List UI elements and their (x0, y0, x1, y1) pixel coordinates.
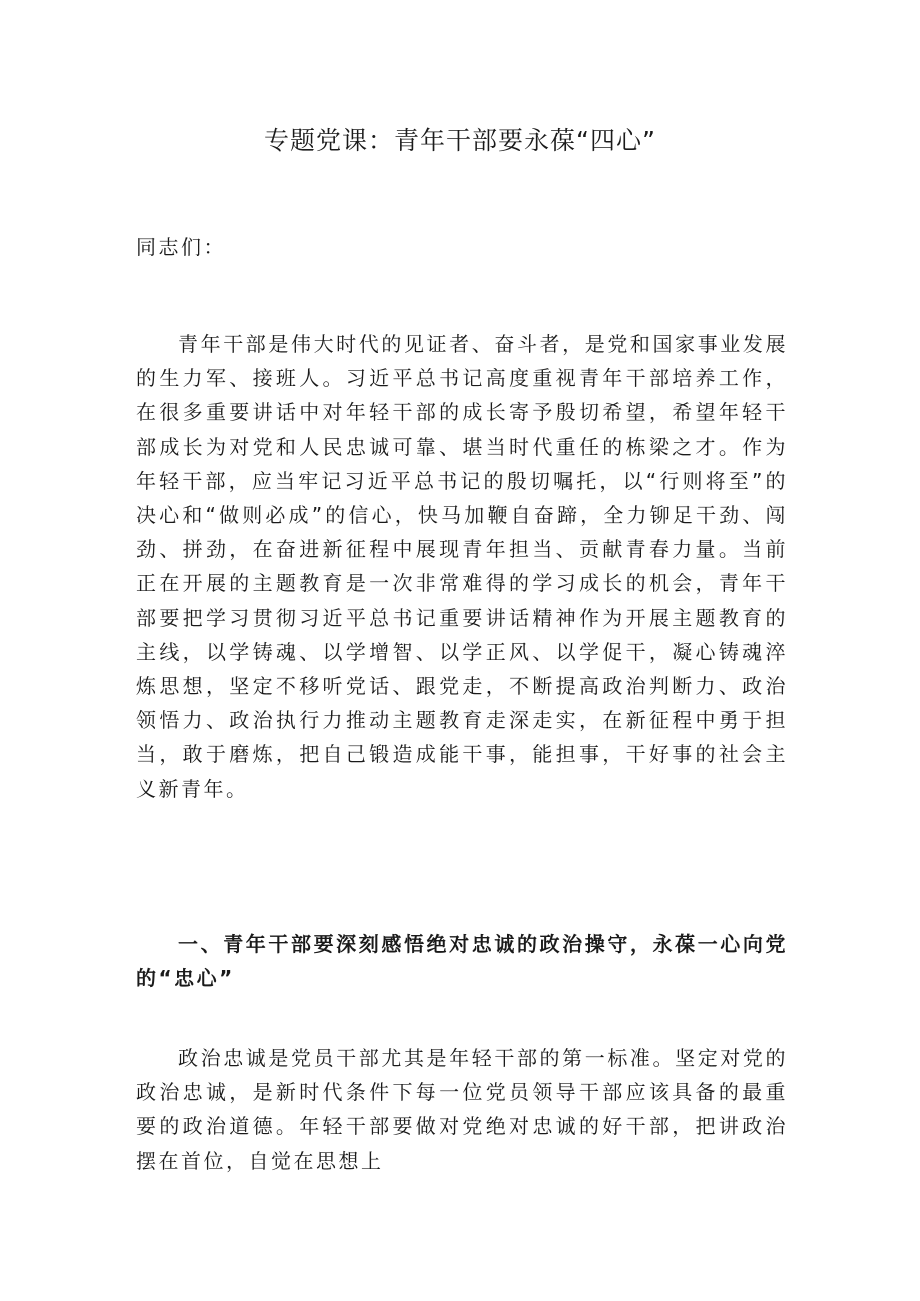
section-paragraph: 政治忠诚是党员干部尤其是年轻干部的第一标准。坚定对党的政治忠诚，是新时代条件下每一位党员领导干部应该具备的最重要的政治道德。年轻干部要做对党绝对忠诚的好干部，把讲政治摆在首位，自觉在思想上 (136, 1046, 788, 1173)
salutation: 同志们： (136, 235, 226, 259)
document-title: 专题党课：青年干部要永葆“四心” (264, 126, 656, 155)
section-heading: 一、青年干部要深刻感悟绝对忠诚的政治操守，永葆一心向党的“忠心” (136, 932, 788, 991)
intro-paragraph: 青年干部是伟大时代的见证者、奋斗者，是党和国家事业发展的生力军、接班人。习近平总书记高度重视青年干部培养工作，在很多重要讲话中对年轻干部的成长寄予殷切希望，希望年轻干部成长为对党和人民忠诚可靠、堪当时代重任的栋梁之才。作为年轻干部，应当牢记习近平总书记的殷切嘱托，以“行则将至”的决心和“做则必成”的信心，快马加鞭自奋蹄，全力铆足干劲、闯劲、拼劲，在奋进新征程中展现青年担当、贡献青春力量。当前正在开展的主题教育是一次非常难得的学习成长的机会，青年干部要把学习贯彻习近平总书记重要讲话精神作为开展主题教育的主线，以学铸魂、以学增智、以学正风、以学促干，凝心铸魂淬炼思想，坚定不移听党话、跟党走，不断提高政治判断力、政治领悟力、政治执行力推动主题教育走深走实，在新征程中勇于担当，敢于磨炼，把自己锻造成能干事，能担事，干好事的社会主义新青年。 (136, 332, 788, 801)
